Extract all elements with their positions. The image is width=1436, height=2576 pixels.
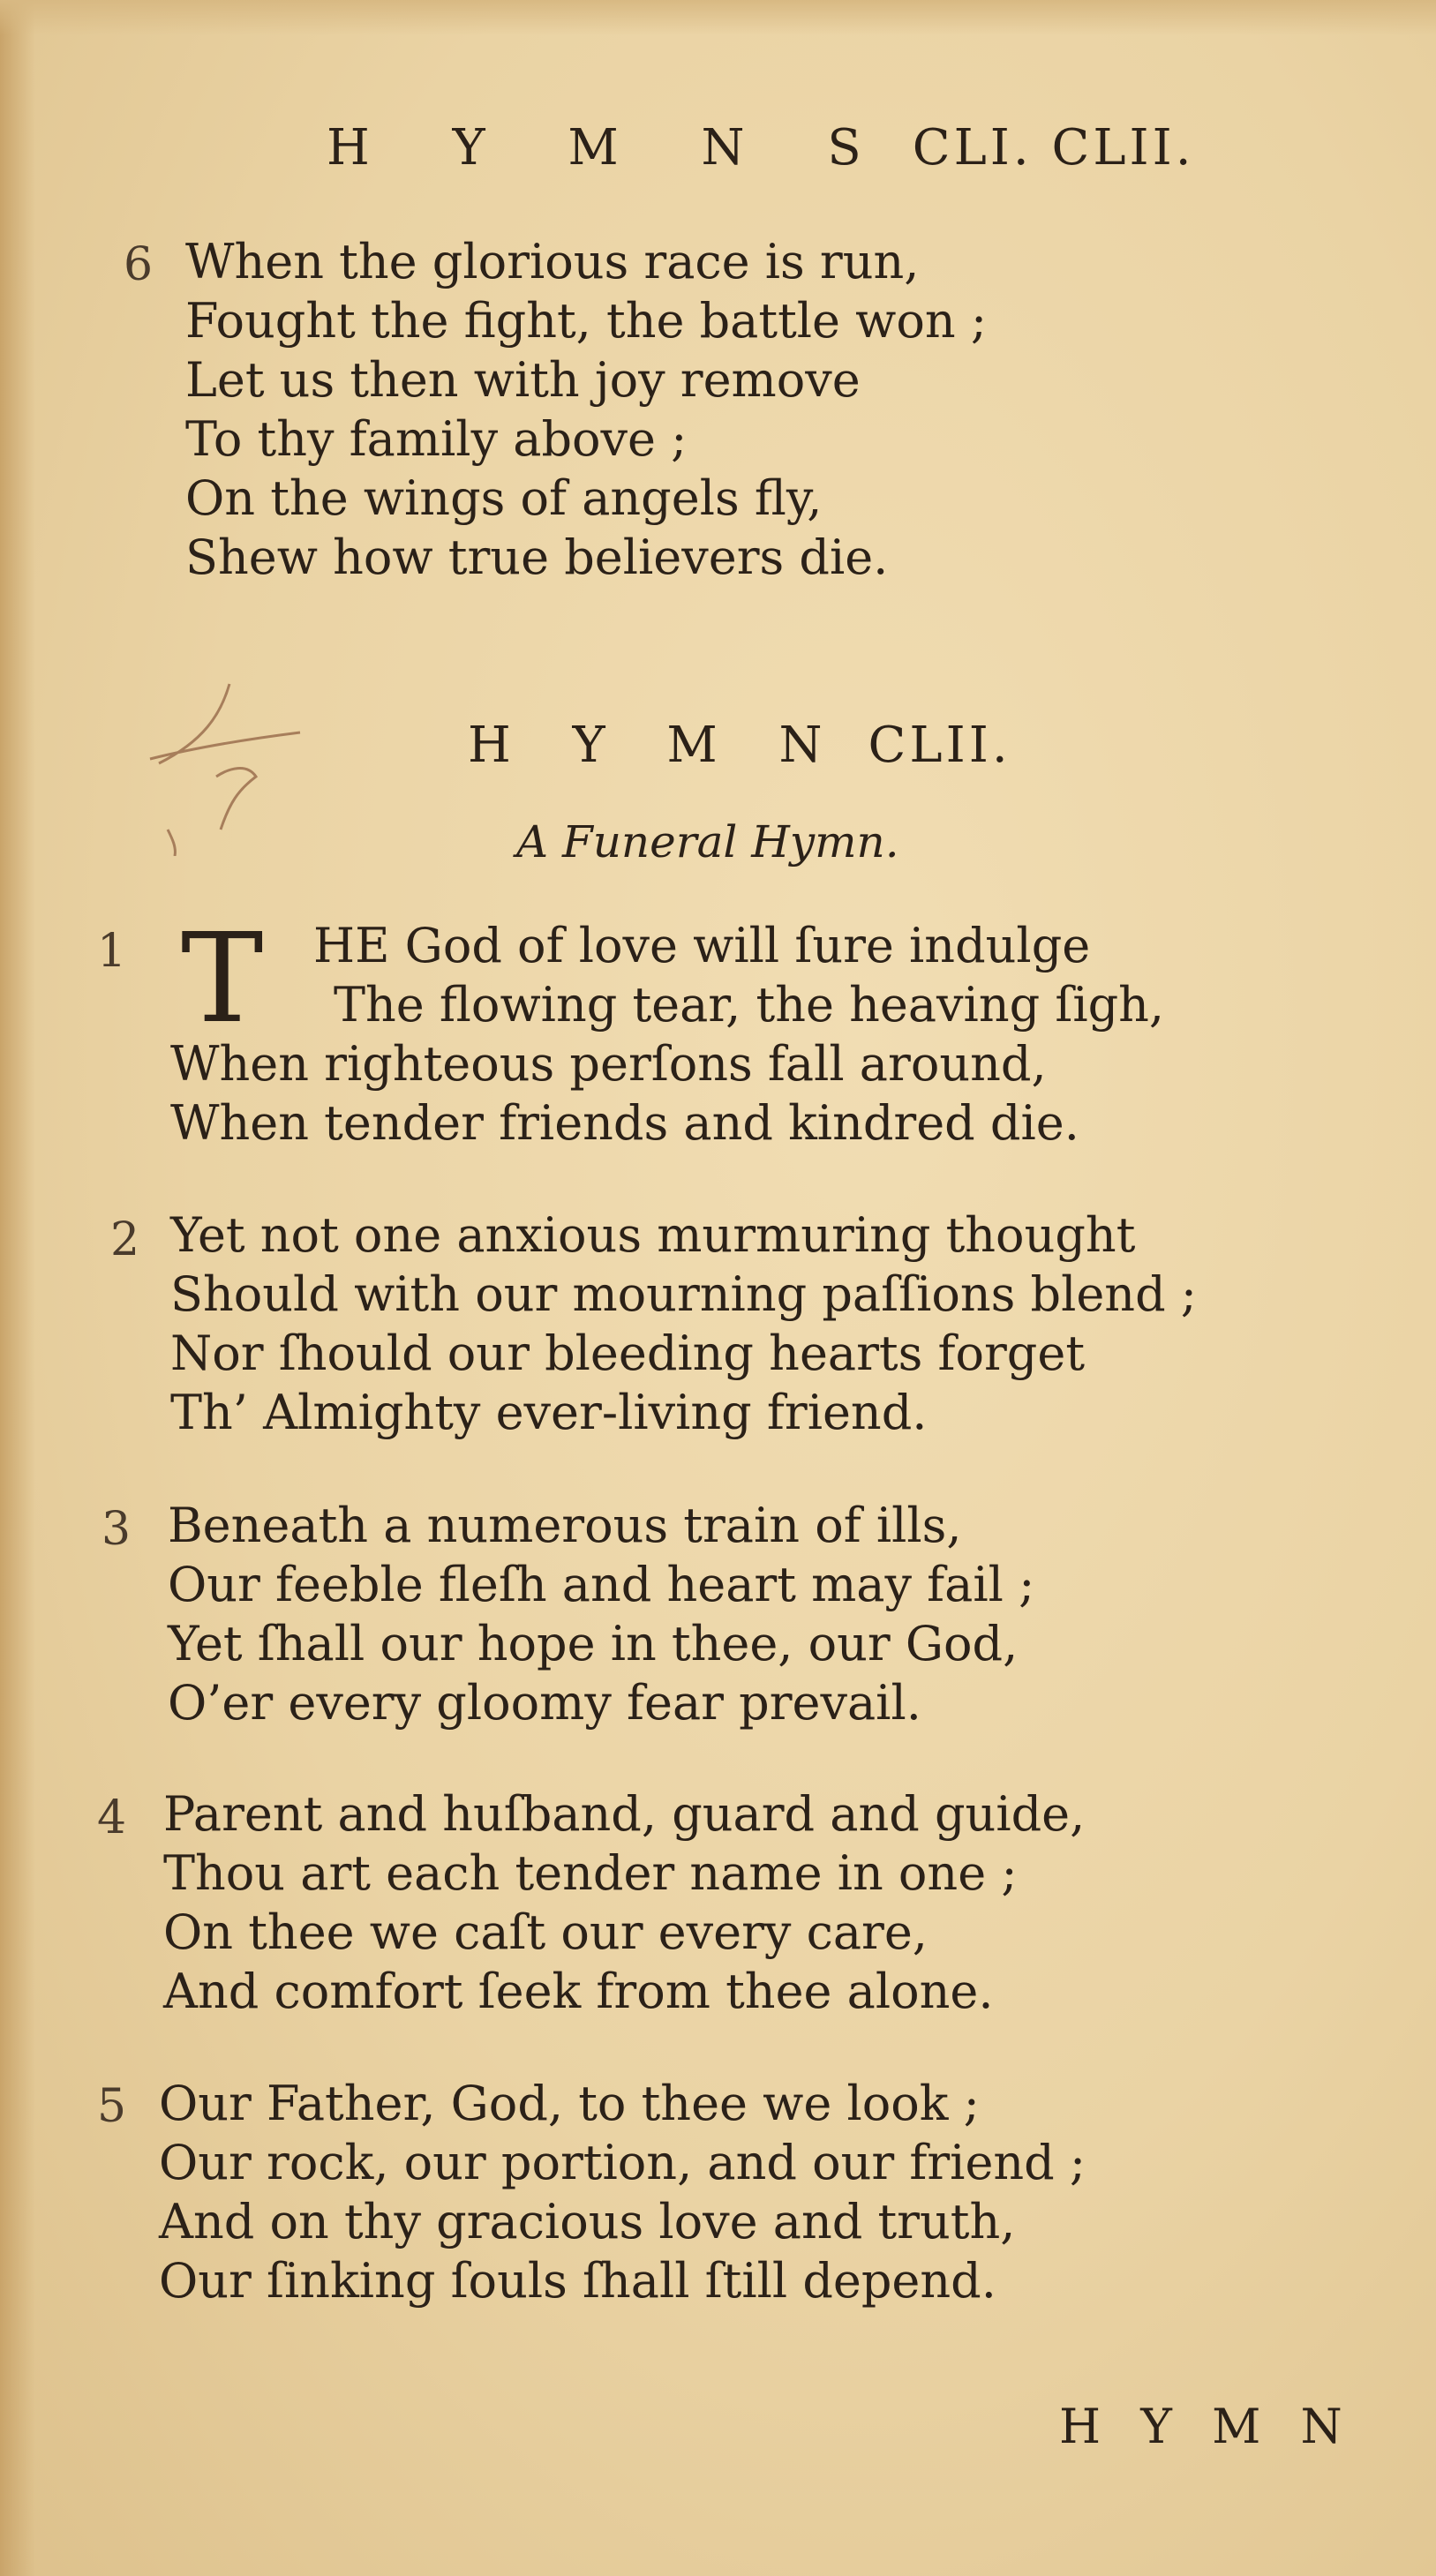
verse-line: Our feeble fleſh and heart may fail ; (168, 1557, 1035, 1612)
verse-line: And on thy gracious love and truth, (159, 2194, 1016, 2249)
verse-line: The flowing tear, the heaving ſigh, (334, 977, 1165, 1033)
verse-line: On the wings of angels fly, (185, 470, 823, 526)
hymn-subtitle: A Funeral Hymn. (516, 816, 899, 867)
verse-line: When righteous perſons fall around, (170, 1036, 1047, 1092)
catchword: H Y M N (1059, 2399, 1355, 2454)
verse-line: Thou art each tender name in one ; (163, 1845, 1018, 1901)
verse-line: Let us then with joy remove (185, 352, 861, 408)
verse-line: To thy family above ; (185, 411, 688, 467)
verse-line: O’er every gloomy fear prevail. (168, 1675, 921, 1731)
verse-line: Nor ſhould our bleeding hearts forget (170, 1326, 1086, 1381)
page-edge-shadow (0, 0, 35, 2576)
page-top-shadow (0, 0, 1436, 35)
hymn-title (468, 717, 1011, 774)
verse-line: And comfort ſeek from thee alone. (163, 1964, 994, 2019)
verse-line: Our ſinking ſouls ſhall ſtill depend. (159, 2253, 996, 2309)
stanza-number: 6 (124, 238, 154, 291)
hymn-number: CLII. (868, 717, 1011, 774)
verse-line: Should with our mourning paſſions blend ; (170, 1266, 1198, 1322)
verse-line: Parent and huſband, guard and guide, (163, 1786, 1086, 1842)
verse-line: Fought the fight, the battle won ; (185, 293, 988, 349)
handwritten-margin-mark (132, 680, 309, 856)
verse-line: When tender friends and kindred die. (170, 1095, 1079, 1151)
verse-line: Our rock, our portion, and our friend ; (159, 2135, 1086, 2190)
hymn-heading: H Y M N (468, 717, 846, 774)
verse-line: Yet ſhall our hope in thee, our God, (168, 1616, 1019, 1671)
stanza-number: 5 (97, 2080, 127, 2133)
stanza-number: 3 (101, 1503, 132, 1556)
verse-line: Yet not one anxious murmuring thought (170, 1207, 1136, 1263)
drop-cap: T (181, 907, 264, 1051)
verse-line: HE God of love will ſure indulge (313, 918, 1091, 973)
running-head-title: H Y M N S (327, 119, 895, 176)
stanza-number: 4 (97, 1791, 127, 1844)
verse-line: Th’ Almighty ever-living friend. (170, 1385, 928, 1440)
verse-line: Our Father, God, to thee we look ; (159, 2076, 980, 2131)
verse-line: When the glorious race is run, (185, 234, 920, 289)
stanza-number: 1 (97, 925, 127, 978)
verse-line: Shew how true believers die. (185, 529, 889, 585)
running-head (327, 119, 1195, 176)
verse-line: Beneath a numerous train of ills, (168, 1498, 962, 1553)
running-head-numbers: CLI. CLII. (912, 119, 1195, 176)
stanza-number: 2 (110, 1213, 140, 1266)
verse-line: On thee we caſt our every care, (163, 1904, 928, 1960)
